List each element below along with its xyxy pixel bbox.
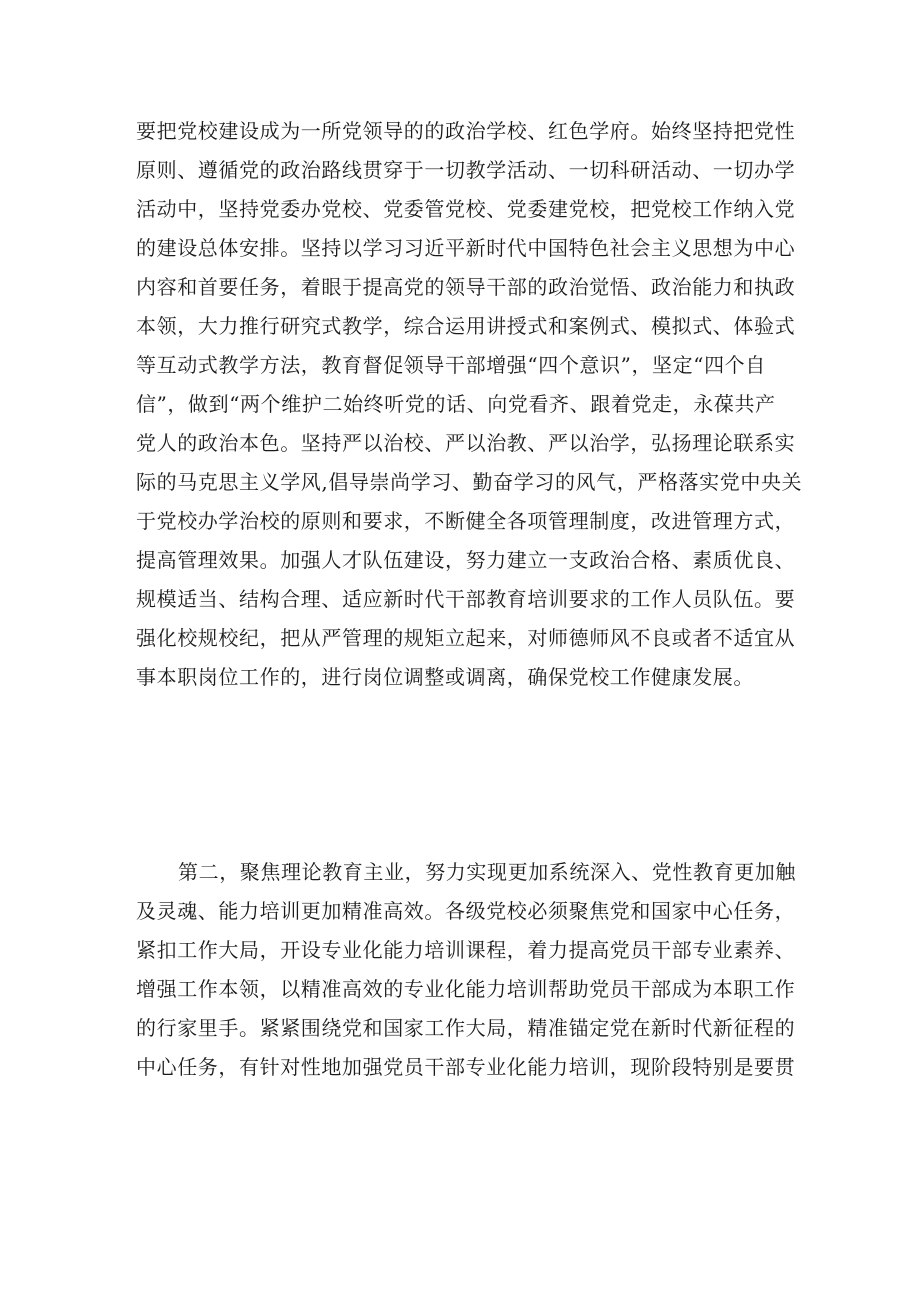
- text-line: 第二，聚焦理论教育主业，努力实现更加系统深入、党性教育更加触: [178, 860, 796, 884]
- paragraph-second-point: [136, 853, 796, 1087]
- text-line: 党人的政治本色。坚持严以治校、严以治教、严以治学，弘扬理论联系实: [136, 431, 796, 455]
- text-line: 本领，大力推行研究式教学，综合运用讲授式和案例式、模拟式、体验式: [136, 314, 796, 338]
- text-line: 提高管理效果。加强人才队伍建设，努力建立一支政治合格、素质优良、: [136, 548, 796, 572]
- text-line: 原则、遵循党的政治路线贯穿于一切教学活动、一切科研活动、一切办学: [136, 158, 796, 182]
- text-line: 紧扣工作大局，开设专业化能力培训课程，着力提高党员干部专业素养、: [136, 938, 796, 962]
- text-line: 强化校规校纪，把从严管理的规矩立起来，对师德师风不良或者不适宜从: [136, 626, 796, 650]
- text-line: 信”，做到“两个维护二始终听党的话、向党看齐、跟着党走，永葆共产: [136, 392, 776, 416]
- text-line: 中心任务，有针对性地加强党员干部专业化能力培训，现阶段特别是要贯: [136, 1055, 796, 1079]
- text-line: 于党校办学治校的原则和要求，不断健全各项管理制度，改进管理方式，: [136, 509, 796, 533]
- text-line: 活动中，坚持党委办党校、党委管党校、党委建党校，把党校工作纳入党: [136, 197, 796, 221]
- paragraph-party-school-discipline: [136, 112, 803, 697]
- text-line: 等互动式教学方法，教育督促领导干部增强“四个意识”，坚定“四个自: [136, 353, 766, 377]
- text-line: 事本职岗位工作的，进行岗位调整或调离，确保党校工作健康发展。: [136, 665, 754, 689]
- text-line: 内容和首要任务，着眼于提高党的领导干部的政治觉悟、政治能力和执政: [136, 275, 796, 299]
- text-line: 规模适当、结构合理、适应新时代干部教育培训要求的工作人员队伍。要: [136, 587, 796, 611]
- text-line: 及灵魂、能力培训更加精准高效。各级党校必须聚焦党和国家中心任务，: [136, 899, 796, 923]
- text-line: 的建设总体安排。坚持以学习习近平新时代中国特色社会主义思想为中心: [136, 236, 796, 260]
- text-line: 增强工作本领，以精准高效的专业化能力培训帮助党员干部成为本职工作: [136, 977, 796, 1001]
- text-line: 要把党校建设成为一所党领导的的政治学校、红色学府。始终坚持把党性: [136, 119, 796, 143]
- text-line: 的行家里手。紧紧围绕党和国家工作大局，精准锚定党在新时代新征程的: [136, 1016, 796, 1040]
- text-line: 际的马克思主义学风,倡导崇尚学习、勤奋学习的风气，严格落实党中央关: [136, 470, 803, 494]
